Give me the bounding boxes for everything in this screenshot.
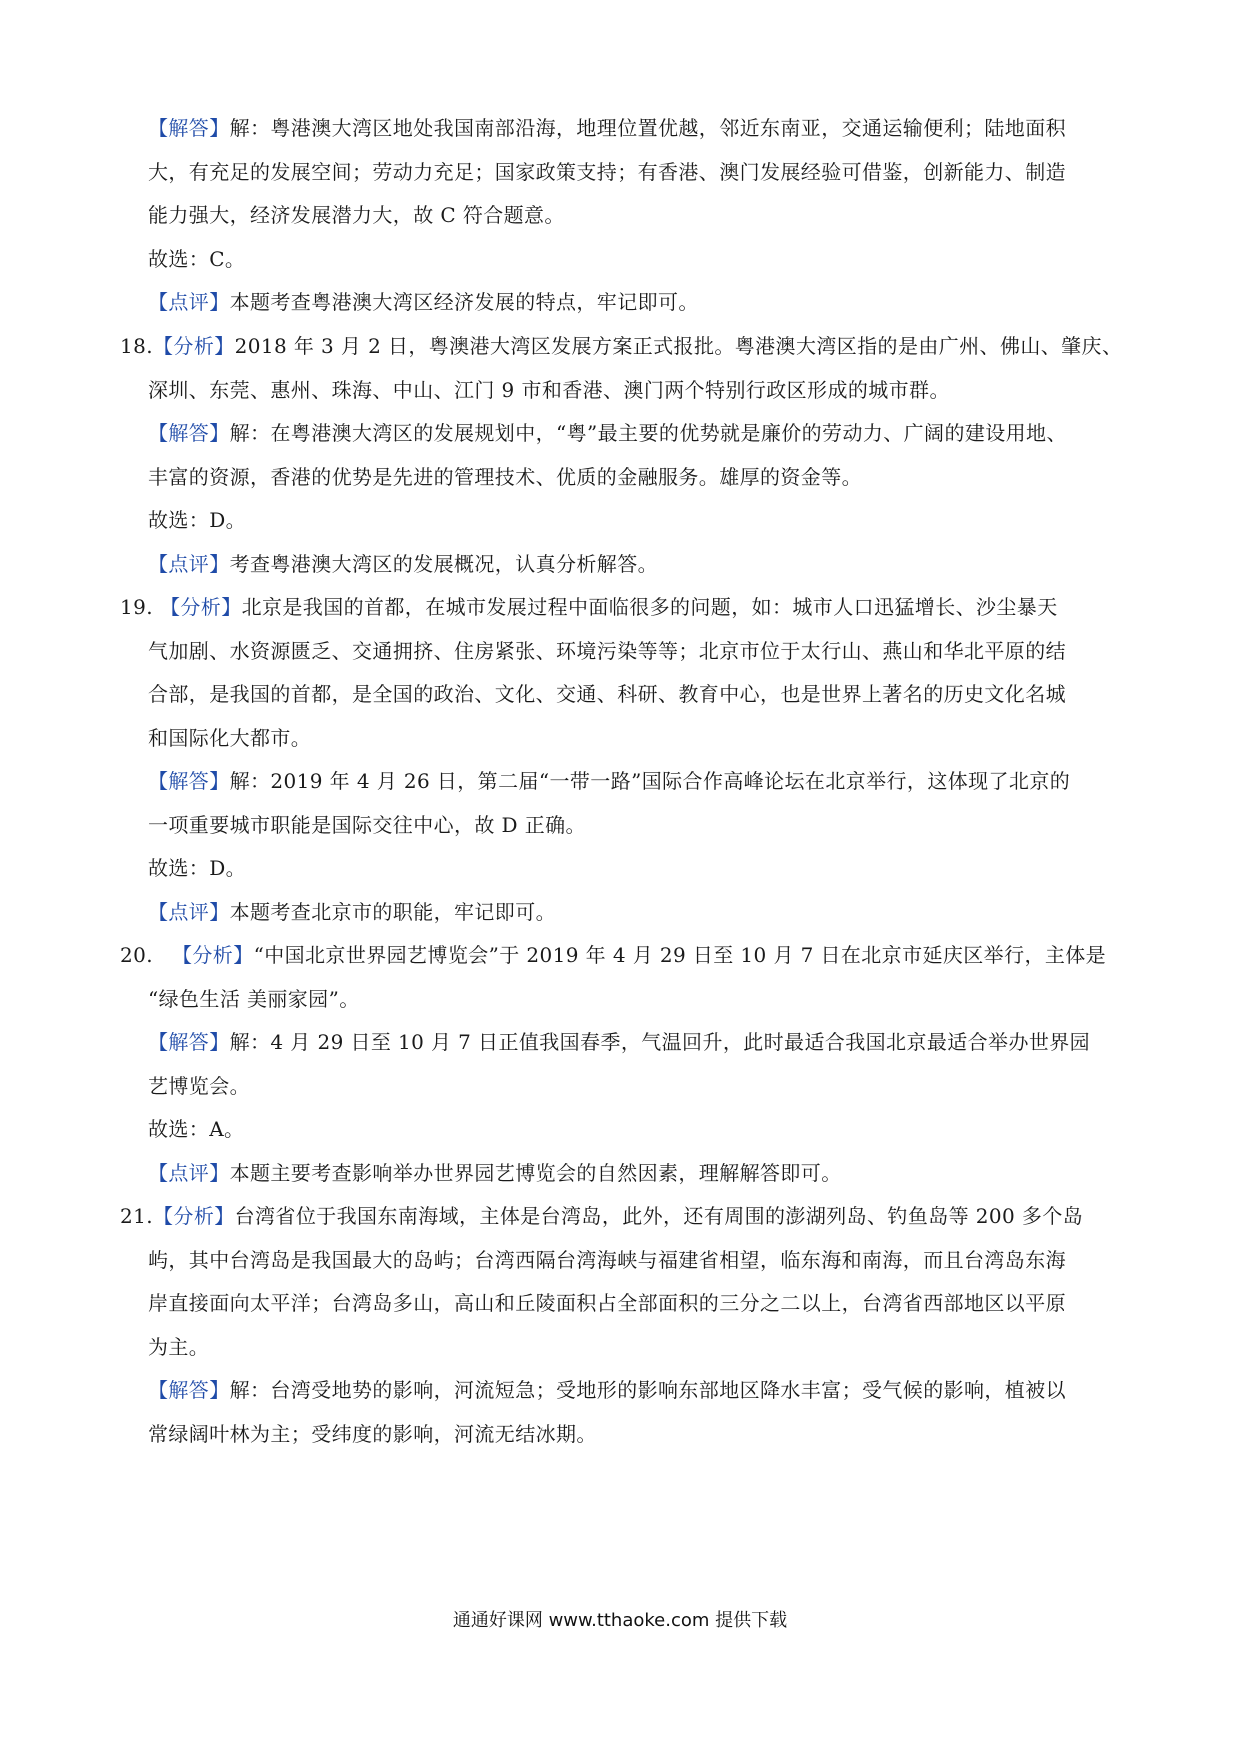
question-18-analysis-line	[120, 331, 1122, 361]
comment-text: 本题主要考查影响举办世界园艺博览会的自然因素，理解解答即可。	[229, 1161, 842, 1185]
text-line: 岸直接面向太平洋；台湾岛多山，高山和丘陵面积占全部面积的三分之二以上，台湾省西部地区以平原	[148, 1291, 1066, 1315]
answer-tag: 【解答】	[148, 769, 230, 793]
answer-tag: 【解答】	[148, 1378, 230, 1402]
comment-tag: 【点评】	[148, 900, 230, 924]
analysis-text: 北京是我国的首都，在城市发展过程中面临很多的问题，如：城市人口迅猛增长、沙尘暴天	[241, 595, 1058, 619]
question-number: 20.	[120, 943, 154, 967]
text-line: 艺博览会。	[148, 1074, 250, 1098]
text-line: 和国际化大都市。	[148, 726, 312, 750]
choice-line: 故选：D。	[148, 508, 247, 532]
answer-text: 解：2019 年 4 月 26 日，第二届“一带一路”国际合作高峰论坛在北京举行，这体现了北京的	[229, 769, 1071, 793]
choice-line: 故选：C。	[148, 247, 246, 271]
choice-line: 故选：A。	[148, 1117, 245, 1141]
comment-line	[148, 897, 556, 927]
text-line: “绿色生活 美丽家园”。	[148, 987, 360, 1011]
analysis-tag: 【分析】	[172, 943, 254, 967]
comment-line	[148, 287, 699, 317]
text-line: 大，有充足的发展空间；劳动力充足；国家政策支持；有香港、澳门发展经验可借鉴，创新能力、制造	[148, 160, 1066, 184]
answer-line	[148, 1027, 1090, 1057]
text-line: 丰富的资源，香港的优势是先进的管理技术、优质的金融服务。雄厚的资金等。	[148, 465, 862, 489]
comment-line	[148, 549, 658, 579]
question-20-analysis-line	[120, 940, 1106, 970]
analysis-text: 2018 年 3 月 2 日，粤澳港大湾区发展方案正式报批。粤港澳大湾区指的是由广州、佛山、肇庆、	[234, 334, 1123, 358]
analysis-tag: 【分析】	[153, 1204, 235, 1228]
answer-tag: 【解答】	[148, 116, 230, 140]
text-line: 常绿阔叶林为主；受纬度的影响，河流无结冰期。	[148, 1422, 597, 1446]
text-line: 气加剧、水资源匮乏、交通拥挤、住房紧张、环境污染等等；北京市位于太行山、燕山和华北平原的结	[148, 639, 1066, 663]
answer-line	[148, 113, 1066, 143]
question-number: 21.	[120, 1204, 154, 1228]
text-line: 深圳、东莞、惠州、珠海、中山、江门 9 市和香港、澳门两个特别行政区形成的城市群。	[148, 378, 950, 402]
comment-tag: 【点评】	[148, 290, 230, 314]
question-number: 19.	[120, 595, 154, 619]
comment-text: 本题考查北京市的职能，牢记即可。	[229, 900, 557, 924]
answer-text: 解：在粤港澳大湾区的发展规划中，“粤”最主要的优势就是廉价的劳动力、广阔的建设用地、	[229, 421, 1067, 445]
answer-line	[148, 418, 1067, 448]
choice-line: 故选：D。	[148, 856, 247, 880]
answer-tag: 【解答】	[148, 421, 230, 445]
analysis-text: “中国北京世界园艺博览会”于 2019 年 4 月 29 日至 10 月 7 日在北京市延庆区举行，主体是	[253, 943, 1107, 967]
question-19-analysis-line	[120, 592, 1058, 622]
analysis-tag: 【分析】	[153, 334, 235, 358]
answer-text: 解：4 月 29 日至 10 月 7 日正值我国春季，气温回升，此时最适合我国北京最适合举办世界园	[229, 1030, 1091, 1054]
answer-line	[148, 766, 1070, 796]
question-21-analysis-line	[120, 1201, 1083, 1231]
text-line: 能力强大，经济发展潜力大，故 C 符合题意。	[148, 203, 565, 227]
answer-text: 解：粤港澳大湾区地处我国南部沿海，地理位置优越，邻近东南亚，交通运输便利；陆地面积	[229, 116, 1067, 140]
text-line: 屿，其中台湾岛是我国最大的岛屿；台湾西隔台湾海峡与福建省相望，临东海和南海，而且台湾岛东海	[148, 1248, 1066, 1272]
answer-text: 解：台湾受地势的影响，河流短急；受地形的影响东部地区降水丰富；受气候的影响，植被以	[229, 1378, 1067, 1402]
text-line: 合部，是我国的首都，是全国的政治、文化、交通、科研、教育中心，也是世界上著名的历史文化名城	[148, 682, 1066, 706]
comment-line	[148, 1158, 842, 1188]
answer-tag: 【解答】	[148, 1030, 230, 1054]
answer-line	[148, 1375, 1066, 1405]
analysis-text: 台湾省位于我国东南海域，主体是台湾岛，此外，还有周围的澎湖列岛、钓鱼岛等 200 多个岛	[234, 1204, 1084, 1228]
text-line: 一项重要城市职能是国际交往中心，故 D 正确。	[148, 813, 586, 837]
text-line: 为主。	[148, 1335, 210, 1359]
comment-text: 本题考查粤港澳大湾区经济发展的特点，牢记即可。	[229, 290, 699, 314]
analysis-tag: 【分析】	[160, 595, 242, 619]
comment-tag: 【点评】	[148, 552, 230, 576]
page-footer: 通通好课网 www.tthaoke.com 提供下载	[452, 1610, 788, 1631]
comment-text: 考查粤港澳大湾区的发展概况，认真分析解答。	[229, 552, 659, 576]
comment-tag: 【点评】	[148, 1161, 230, 1185]
question-number: 18.	[120, 334, 154, 358]
